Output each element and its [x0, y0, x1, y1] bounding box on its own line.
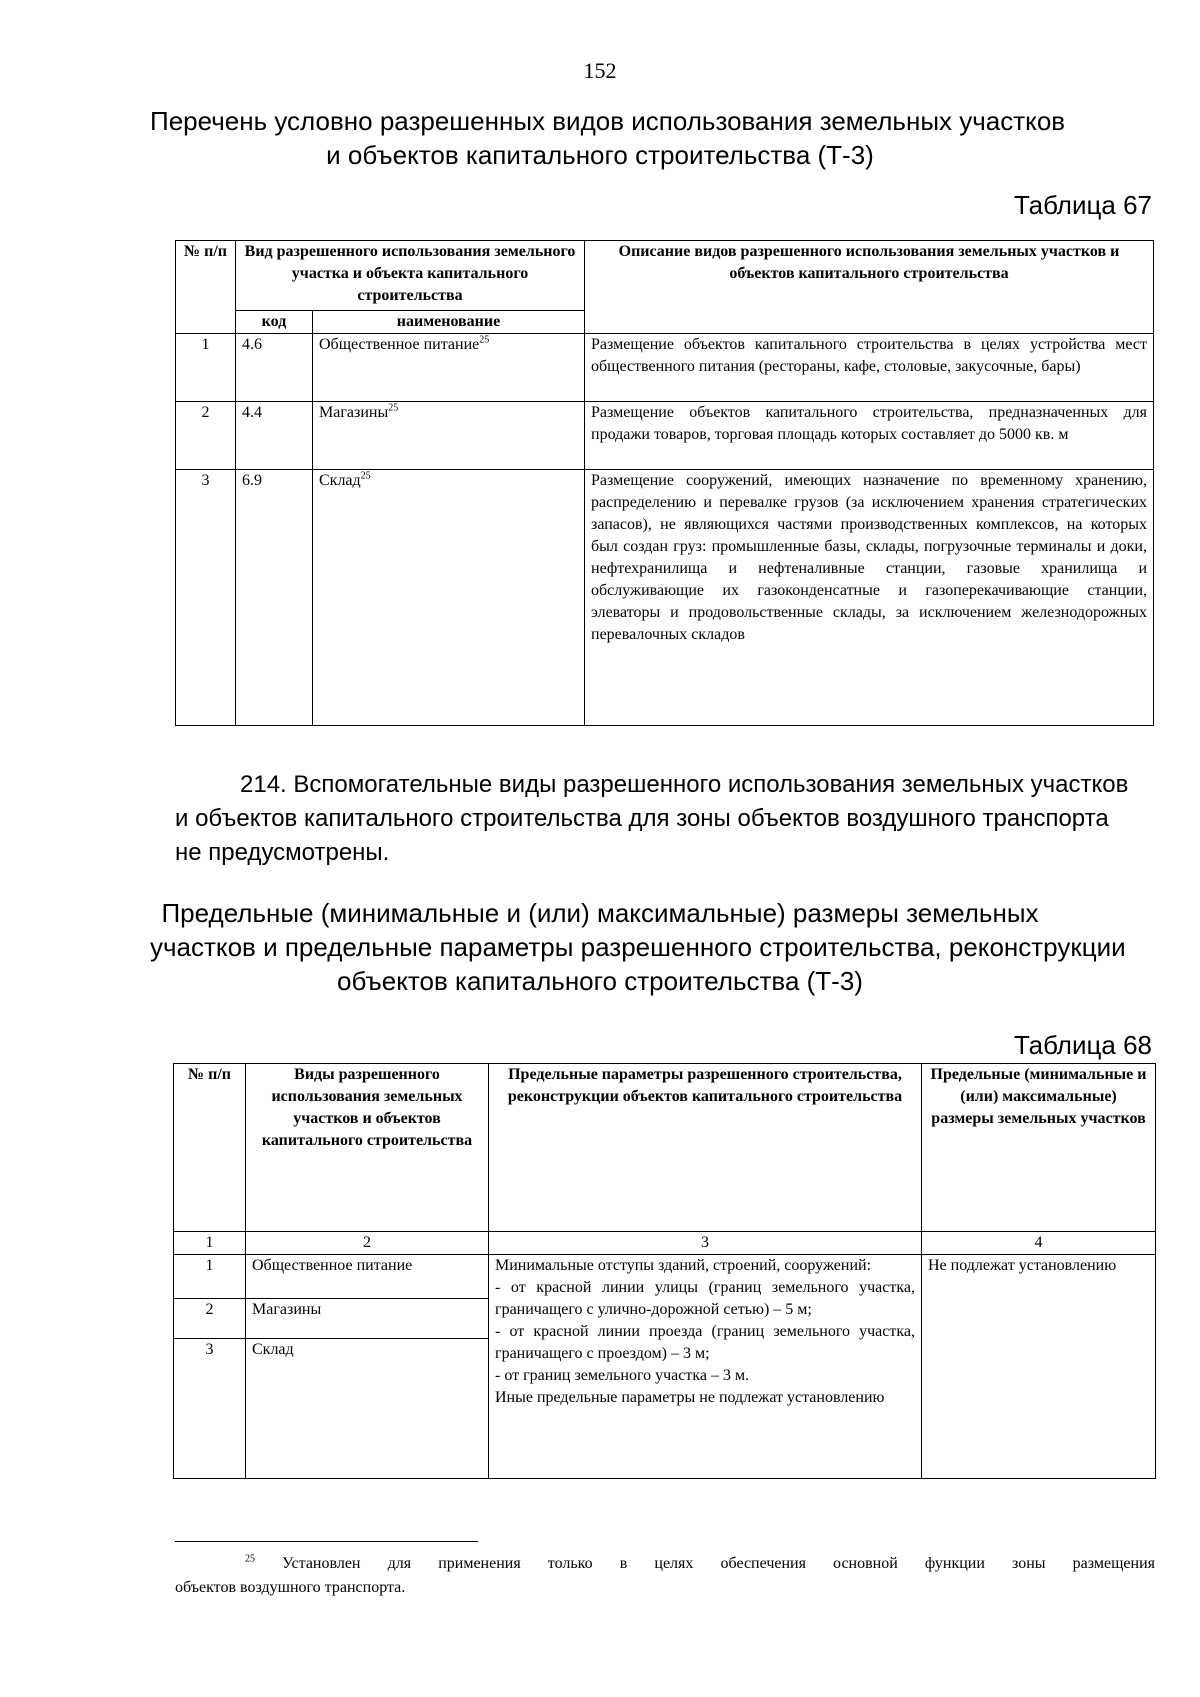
heading-line: Предельные (минимальные и (или) максимальные) размеры земельных [161, 898, 1039, 928]
header-sizes: Предельные (минимальные и (или) максимальные) размеры земельных участков [922, 1064, 1156, 1232]
row-num: 2 [176, 402, 236, 470]
row-num: 2 [174, 1299, 246, 1339]
params-line: Минимальные отступы зданий, строений, сооружений: [495, 1257, 872, 1274]
footnote-mark: 25 [245, 1553, 255, 1565]
row-code: 4.4 [236, 402, 313, 470]
header-desc: Описание видов разрешенного использования земельных участков и объектов капитального строительства [585, 241, 1154, 334]
heading-line: участков и предельные параметры разрешенного строительства, реконструкции [150, 932, 1126, 962]
params-line: Иные предельные параметры не подлежат установлению [495, 1389, 885, 1406]
footnote-divider [175, 1541, 478, 1542]
table-row [176, 334, 1154, 402]
header-num: № п/п [176, 241, 236, 334]
row-name: Склад [246, 1339, 489, 1479]
heading-table68 [150, 896, 1126, 998]
header-name: наименование [313, 311, 585, 334]
paragraph-line: 214. Вспомогательные виды разрешенного использования земельных участков [240, 771, 1129, 798]
footnote-line [175, 1552, 1155, 1576]
row-code: 6.9 [236, 470, 313, 726]
sizes-cell: Не подлежат установлению [922, 1255, 1156, 1479]
table-67 [175, 240, 1154, 726]
row-name [313, 402, 585, 470]
table-row [176, 470, 1154, 726]
row-name [313, 334, 585, 402]
column-number: 3 [489, 1232, 922, 1255]
header-code: код [236, 311, 313, 334]
paragraph-line: не предусмотрены. [175, 839, 390, 866]
footnote [175, 1552, 1155, 1600]
table-row [176, 402, 1154, 470]
row-num: 3 [176, 470, 236, 726]
heading-line: и объектов капитального строительства (Т-3) [326, 140, 874, 170]
table67-caption: Таблица 67 [1013, 190, 1152, 220]
table-68 [173, 1063, 1156, 1479]
row-name-text: Общественное питание [319, 336, 480, 353]
row-name-text: Магазины [319, 404, 389, 421]
table68-caption: Таблица 68 [1013, 1030, 1152, 1060]
column-numbers-row [174, 1232, 1156, 1255]
table-row [174, 1255, 1156, 1299]
column-number: 4 [922, 1232, 1156, 1255]
header-params: Предельные параметры разрешенного строительства, реконструкции объектов капитального строительства [489, 1064, 922, 1232]
paragraph-214 [175, 768, 1155, 870]
footnote-ref: 25 [388, 402, 399, 414]
row-desc: Размещение сооружений, имеющих назначение по временному хранению, распределению и перевалке грузов (за исключением хранения стратегических запасов), не являющихся частями производственных комплексов, на которых был создан груз: промышленные базы, склады, погрузочные терминалы и доки, нефтехранилища и нефтеналивные станции, газовые хранилища и обслуживающие их газоконденсатные и газоперекачивающие станции, элеваторы и продовольственные склады, за исключением железнодорожных перевалочных складов [585, 470, 1154, 726]
header-num: № п/п [174, 1064, 246, 1232]
heading-line: объектов капитального строительства (Т-3) [337, 966, 863, 996]
row-name-text: Склад [319, 472, 361, 489]
heading-line: Перечень условно разрешенных видов использования земельных участков [150, 106, 1066, 136]
params-cell [489, 1255, 922, 1479]
row-name [313, 470, 585, 726]
header-vid: Виды разрешенного использования земельных участков и объектов капитального строительства [246, 1064, 489, 1232]
row-code: 4.6 [236, 334, 313, 402]
footnote-text: Установлен для применения только в целях обеспечения основной функции зоны размещения [282, 1555, 1156, 1572]
row-name: Магазины [246, 1299, 489, 1339]
params-line: - от красной линии улицы (границ земельного участка, граничащего с улично-дорожной сетью) – 5 м; [495, 1279, 915, 1318]
heading-table67 [150, 104, 1066, 172]
row-num: 1 [176, 334, 236, 402]
row-desc: Размещение объектов капитального строительства, предназначенных для продажи товаров, торговая площадь которых составляет до 5000 кв. м [585, 402, 1154, 470]
header-vid: Вид разрешенного использования земельного участка и объекта капитального строительства [236, 241, 585, 311]
page-number: 152 [583, 58, 617, 83]
row-name: Общественное питание [246, 1255, 489, 1299]
column-number: 1 [174, 1232, 246, 1255]
column-number: 2 [246, 1232, 489, 1255]
paragraph-line: и объектов капитального строительства для зоны объектов воздушного транспорта [175, 805, 1109, 832]
footnote-line: объектов воздушного транспорта. [175, 1579, 406, 1596]
params-line: - от красной линии проезда (границ земельного участка, граничащего с проездом) – 3 м; [495, 1323, 915, 1362]
row-desc: Размещение объектов капитального строительства в целях устройства мест общественного питания (рестораны, кафе, столовые, закусочные, бары) [585, 334, 1154, 402]
footnote-ref: 25 [479, 334, 490, 346]
row-num: 1 [174, 1255, 246, 1299]
params-line: - от границ земельного участка – 3 м. [495, 1367, 750, 1384]
footnote-ref: 25 [360, 470, 371, 482]
row-num: 3 [174, 1339, 246, 1479]
